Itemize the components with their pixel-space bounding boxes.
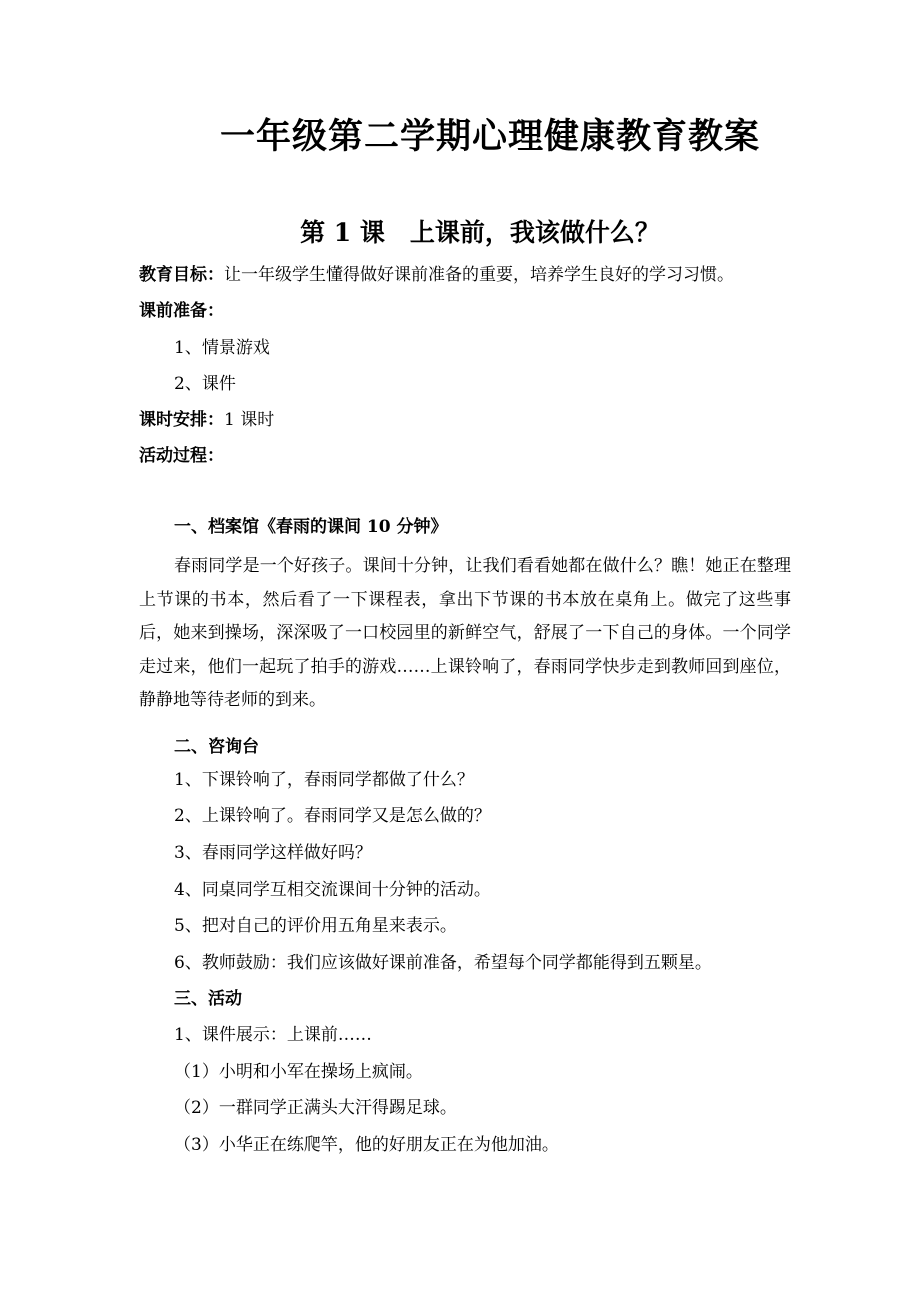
schedule-text: 1 课时	[224, 410, 275, 430]
goal-line	[139, 264, 734, 286]
prep-item: 1、情景游戏	[174, 338, 270, 358]
section3-item: （1）小明和小军在操场上疯闹。	[174, 1062, 423, 1082]
section3-item: 1、课件展示：上课前……	[174, 1025, 372, 1045]
prep-label: 课前准备：	[139, 301, 224, 321]
goal-label: 教育目标：	[139, 265, 224, 285]
section2-item: 3、春雨同学这样做好吗？	[174, 843, 372, 863]
section1-paragraph: 春雨同学是一个好孩子。课间十分钟，让我们看看她都在做什么？瞧！她正在整理上节课的书本，然后看了一下课程表，拿出下节课的书本放在桌角上。做完了这些事后，她来到操场，深深吸了一口校园里的新鲜空气，舒展了一下自己的身体。一个同学走过来，他们一起玩了拍手的游戏……上课铃响了，春雨同学快步走到教师回到座位，静静地等待老师的到来。	[139, 556, 791, 711]
section3-item: （3）小华正在练爬竿，他的好朋友正在为他加油。	[174, 1135, 559, 1155]
section2-item: 2、上课铃响了。春雨同学又是怎么做的？	[174, 806, 491, 826]
section2-item: 6、教师鼓励：我们应该做好课前准备，希望每个同学都能得到五颗星。	[174, 953, 712, 973]
section2-item: 1、下课铃响了，春雨同学都做了什么？	[174, 770, 474, 790]
section2-heading: 二、咨询台	[174, 737, 259, 757]
section1-heading: 一、档案馆《春雨的课间 10 分钟》	[174, 517, 448, 537]
section2-item: 5、把对自己的评价用五角星来表示。	[174, 916, 457, 936]
lesson-title: 第 1 课 上课前，我该做什么？	[300, 218, 660, 247]
section3-heading: 三、活动	[174, 989, 242, 1009]
section3-item: （2）一群同学正满头大汗得踢足球。	[174, 1098, 457, 1118]
process-label: 活动过程：	[139, 446, 224, 466]
schedule-line	[139, 409, 274, 431]
prep-item: 2、课件	[174, 374, 236, 394]
section2-item: 4、同桌同学互相交流课间十分钟的活动。	[174, 880, 491, 900]
document-title: 一年级第二学期心理健康教育教案	[219, 116, 760, 157]
schedule-label: 课时安排：	[139, 410, 224, 430]
goal-text: 让一年级学生懂得做好课前准备的重要，培养学生良好的学习习惯。	[224, 265, 734, 285]
